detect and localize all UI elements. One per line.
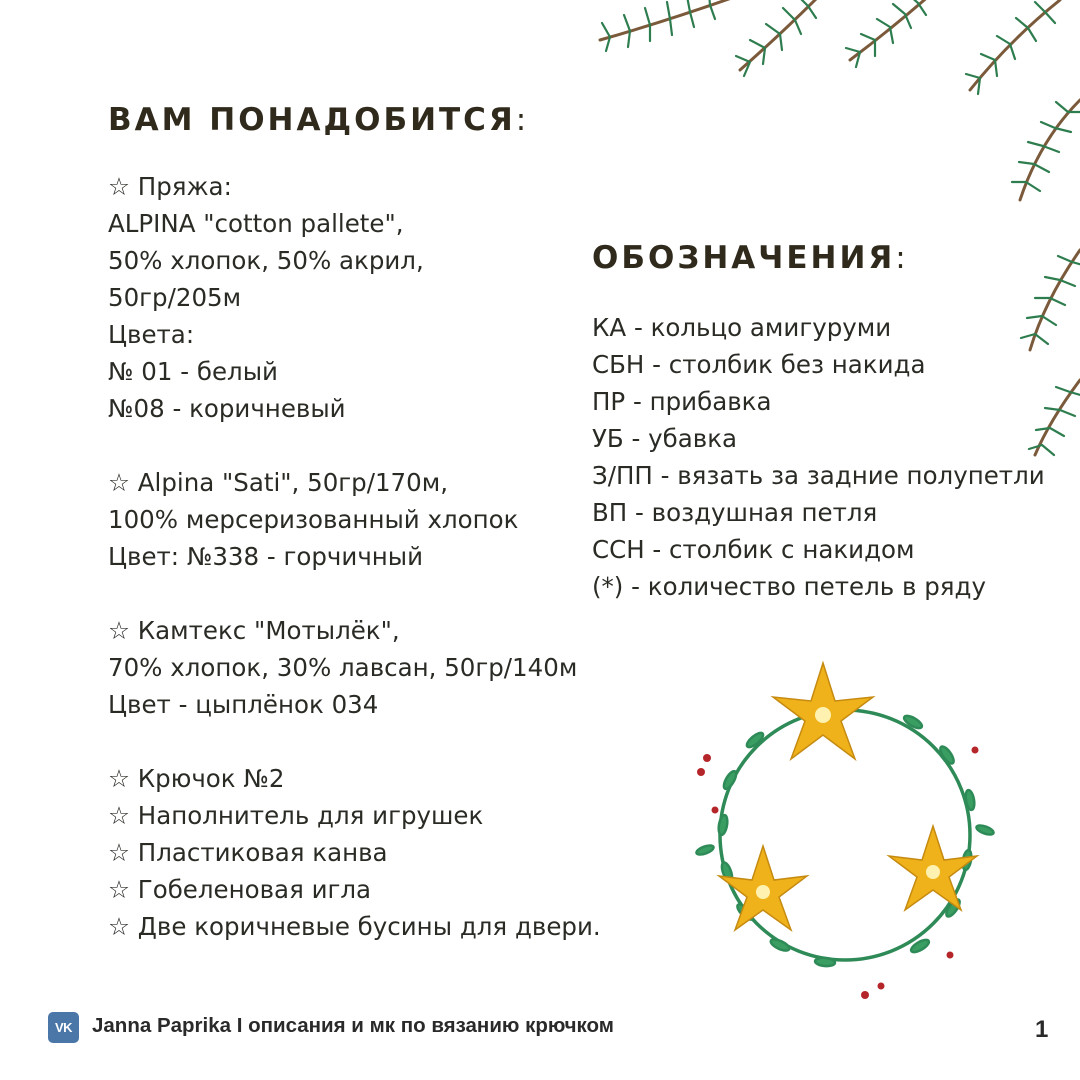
vk-logo-icon[interactable]: VK: [48, 1012, 79, 1043]
list-item: 50гр/205м: [108, 283, 242, 312]
legend-title: ОБОЗНАЧЕНИЯ:: [592, 240, 906, 276]
page-number: 1: [1035, 1016, 1049, 1043]
legend-item: ССН - столбик с накидом: [592, 535, 915, 564]
star-icon: ☆: [108, 468, 130, 497]
footer-group-label[interactable]: Janna Paprika I описания и мк по вязанию крючком: [92, 1014, 614, 1037]
list-item: ☆ Две коричневые бусины для двери.: [108, 912, 601, 941]
star-icon: ☆: [108, 912, 130, 941]
legend-item: КА - кольцо амигуруми: [592, 313, 892, 342]
list-item: 100% мерсеризованный хлопок: [108, 505, 519, 534]
list-item: ☆ Наполнитель для игрушек: [108, 801, 484, 830]
legend-item: СБН - столбик без накида: [592, 350, 926, 379]
legend-item: (*) - количество петель в ряду: [592, 572, 986, 601]
legend-item: З/ПП - вязать за задние полупетли: [592, 461, 1045, 490]
list-item: ☆ Alpina "Sati", 50гр/170м,: [108, 468, 448, 497]
list-item: Цвета:: [108, 320, 195, 349]
star-icon: ☆: [108, 764, 130, 793]
list-item: 50% хлопок, 50% акрил,: [108, 246, 424, 275]
star-icon: ☆: [108, 838, 130, 867]
flower-wreath-icon: [685, 650, 1015, 1010]
star-icon: ☆: [108, 875, 130, 904]
list-item: ALPINA "cotton pallete",: [108, 209, 404, 238]
star-icon: ☆: [108, 616, 130, 645]
star-icon: ☆: [108, 172, 130, 201]
legend-item: ПР - прибавка: [592, 387, 772, 416]
list-item: ☆ Пряжа:: [108, 172, 232, 201]
legend-item: ВП - воздушная петля: [592, 498, 878, 527]
needs-title: ВАМ ПОНАДОБИТСЯ:: [108, 102, 527, 138]
list-item: Цвет - цыплёнок 034: [108, 690, 379, 719]
list-item: № 01 - белый: [108, 357, 278, 386]
list-item: Цвет: №338 - горчичный: [108, 542, 424, 571]
list-item: ☆ Гобеленовая игла: [108, 875, 372, 904]
list-item: ☆ Пластиковая канва: [108, 838, 388, 867]
list-item: ☆ Камтекс "Мотылёк",: [108, 616, 400, 645]
legend-item: УБ - убавка: [592, 424, 738, 453]
list-item: №08 - коричневый: [108, 394, 346, 423]
star-icon: ☆: [108, 801, 130, 830]
list-item: ☆ Крючок №2: [108, 764, 285, 793]
list-item: 70% хлопок, 30% лавсан, 50гр/140м: [108, 653, 578, 682]
